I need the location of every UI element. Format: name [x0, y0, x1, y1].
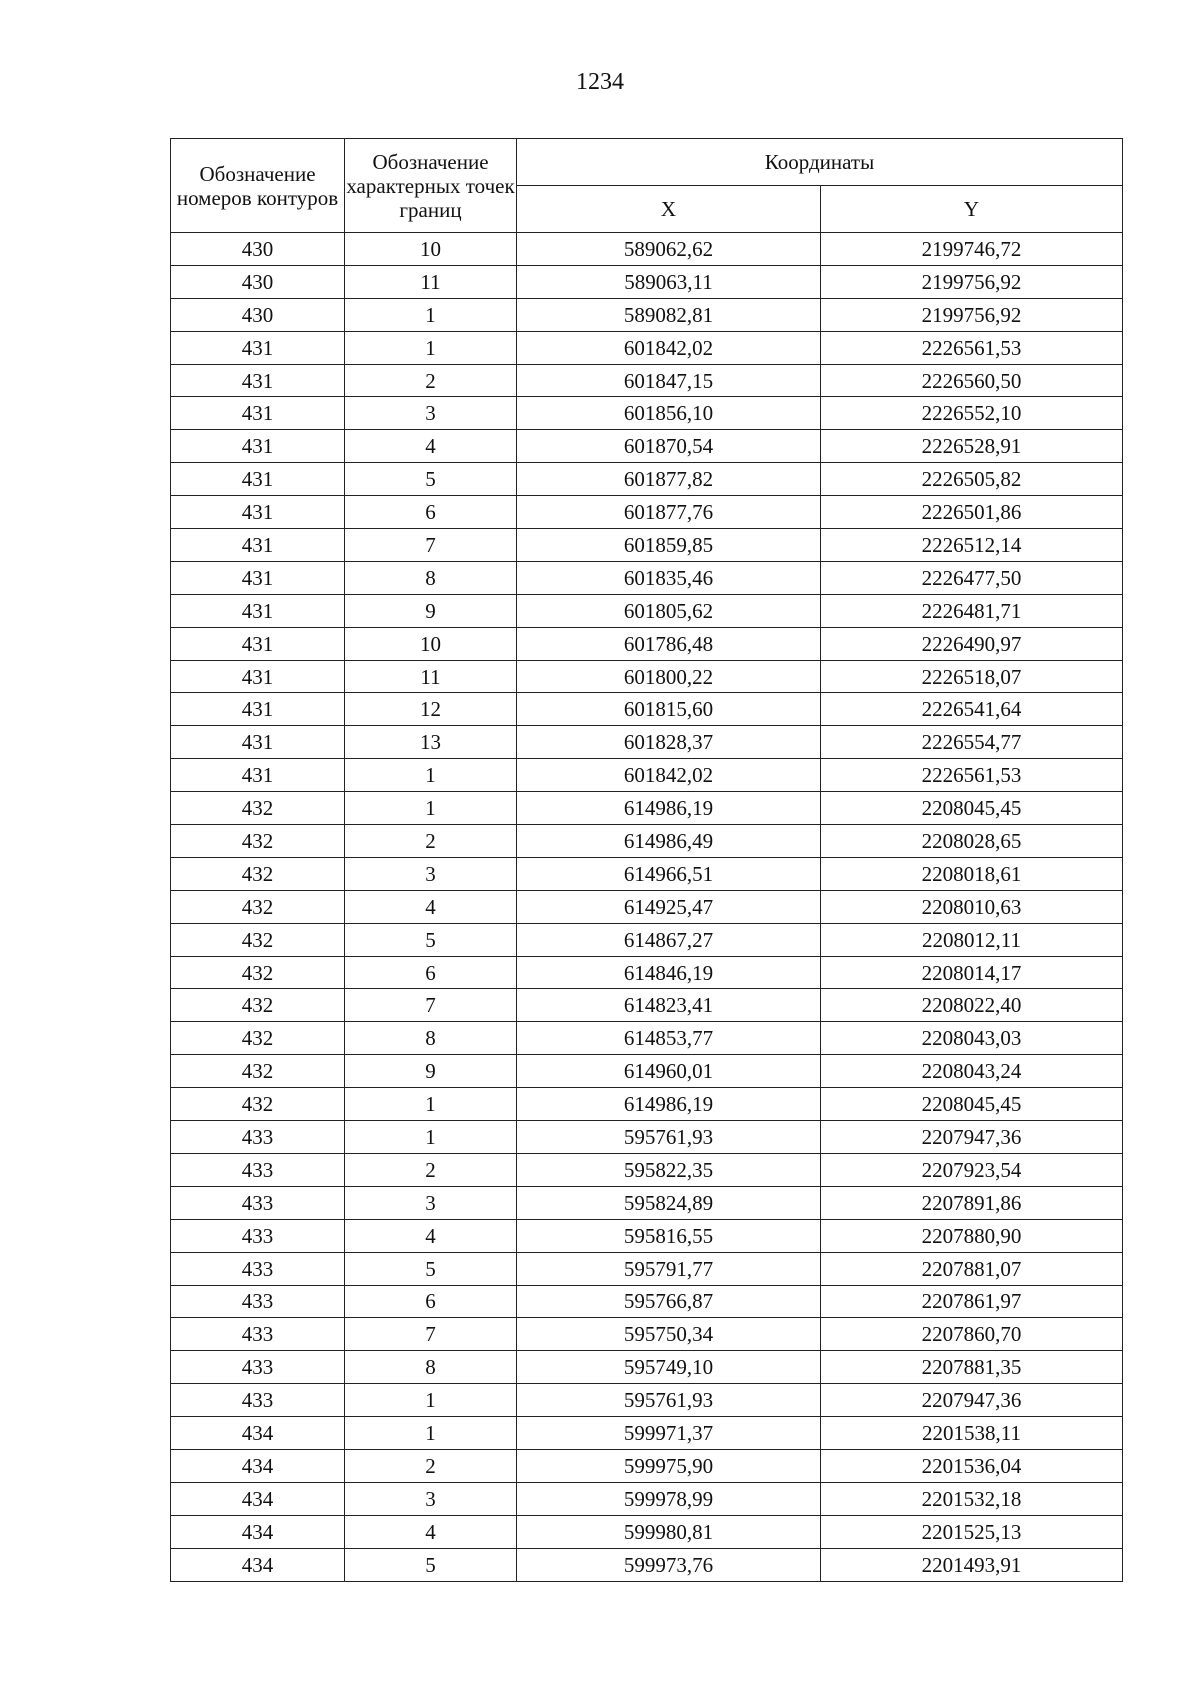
x-coordinate-cell: 601870,54 — [517, 430, 821, 463]
x-coordinate-cell: 599975,90 — [517, 1449, 821, 1482]
y-coordinate-cell: 2226512,14 — [821, 529, 1123, 562]
point-number-cell: 10 — [345, 627, 517, 660]
point-number-cell: 1 — [345, 1384, 517, 1417]
x-coordinate-cell: 614823,41 — [517, 989, 821, 1022]
contour-number-cell: 431 — [171, 331, 345, 364]
x-coordinate-cell: 601800,22 — [517, 660, 821, 693]
y-coordinate-cell: 2201538,11 — [821, 1417, 1123, 1450]
contour-number-cell: 432 — [171, 890, 345, 923]
x-coordinate-cell: 601842,02 — [517, 331, 821, 364]
contour-number-cell: 431 — [171, 693, 345, 726]
x-coordinate-cell: 614966,51 — [517, 857, 821, 890]
contour-number-cell: 434 — [171, 1548, 345, 1581]
x-coordinate-cell: 599980,81 — [517, 1515, 821, 1548]
point-number-cell: 4 — [345, 1515, 517, 1548]
table-row — [171, 1548, 1123, 1581]
x-coordinate-cell: 601815,60 — [517, 693, 821, 726]
x-coordinate-cell: 601877,76 — [517, 496, 821, 529]
contour-number-cell: 431 — [171, 463, 345, 496]
contour-number-cell: 433 — [171, 1252, 345, 1285]
header-coordinates: Координаты — [517, 139, 1123, 186]
contour-number-cell: 433 — [171, 1121, 345, 1154]
point-number-cell: 4 — [345, 1219, 517, 1252]
table-row — [171, 331, 1123, 364]
point-number-cell: 4 — [345, 890, 517, 923]
y-coordinate-cell: 2208043,24 — [821, 1055, 1123, 1088]
table-row — [171, 1219, 1123, 1252]
table-row — [171, 956, 1123, 989]
table-row — [171, 989, 1123, 1022]
x-coordinate-cell: 595824,89 — [517, 1186, 821, 1219]
table-row — [171, 759, 1123, 792]
point-number-cell: 8 — [345, 1022, 517, 1055]
y-coordinate-cell: 2207860,70 — [821, 1318, 1123, 1351]
contour-number-cell: 433 — [171, 1384, 345, 1417]
table-row — [171, 1153, 1123, 1186]
table-row — [171, 1515, 1123, 1548]
y-coordinate-cell: 2207861,97 — [821, 1285, 1123, 1318]
table-row — [171, 923, 1123, 956]
point-number-cell: 7 — [345, 1318, 517, 1351]
point-number-cell: 10 — [345, 233, 517, 266]
point-number-cell: 6 — [345, 1285, 517, 1318]
y-coordinate-cell: 2208043,03 — [821, 1022, 1123, 1055]
table-row — [171, 660, 1123, 693]
x-coordinate-cell: 599971,37 — [517, 1417, 821, 1450]
point-number-cell: 8 — [345, 1351, 517, 1384]
table-row — [171, 463, 1123, 496]
table-row — [171, 265, 1123, 298]
table-row — [171, 890, 1123, 923]
contour-number-cell: 431 — [171, 759, 345, 792]
y-coordinate-cell: 2226528,91 — [821, 430, 1123, 463]
x-coordinate-cell: 601842,02 — [517, 759, 821, 792]
contour-number-cell: 431 — [171, 430, 345, 463]
x-coordinate-cell: 614846,19 — [517, 956, 821, 989]
y-coordinate-cell: 2207947,36 — [821, 1121, 1123, 1154]
page-number: 1234 — [576, 69, 624, 95]
y-coordinate-cell: 2226481,71 — [821, 594, 1123, 627]
contour-number-cell: 431 — [171, 397, 345, 430]
x-coordinate-cell: 614925,47 — [517, 890, 821, 923]
contour-number-cell: 431 — [171, 496, 345, 529]
point-number-cell: 9 — [345, 594, 517, 627]
y-coordinate-cell: 2226560,50 — [821, 364, 1123, 397]
x-coordinate-cell: 601786,48 — [517, 627, 821, 660]
point-number-cell: 6 — [345, 956, 517, 989]
x-coordinate-cell: 595766,87 — [517, 1285, 821, 1318]
contour-number-cell: 432 — [171, 825, 345, 858]
contour-number-cell: 431 — [171, 726, 345, 759]
x-coordinate-cell: 614867,27 — [517, 923, 821, 956]
point-number-cell: 2 — [345, 1153, 517, 1186]
contour-number-cell: 433 — [171, 1153, 345, 1186]
point-number-cell: 11 — [345, 265, 517, 298]
contour-number-cell: 434 — [171, 1515, 345, 1548]
contour-number-cell: 430 — [171, 298, 345, 331]
table-row — [171, 397, 1123, 430]
y-coordinate-cell: 2226541,64 — [821, 693, 1123, 726]
y-coordinate-cell: 2208022,40 — [821, 989, 1123, 1022]
contour-number-cell: 432 — [171, 792, 345, 825]
x-coordinate-cell: 595791,77 — [517, 1252, 821, 1285]
x-coordinate-cell: 589063,11 — [517, 265, 821, 298]
point-number-cell: 1 — [345, 298, 517, 331]
point-number-cell: 3 — [345, 857, 517, 890]
contour-number-cell: 432 — [171, 857, 345, 890]
point-number-cell: 11 — [345, 660, 517, 693]
point-number-cell: 9 — [345, 1055, 517, 1088]
table-row — [171, 1449, 1123, 1482]
point-number-cell: 12 — [345, 693, 517, 726]
x-coordinate-cell: 589082,81 — [517, 298, 821, 331]
x-coordinate-cell: 614960,01 — [517, 1055, 821, 1088]
point-number-cell: 3 — [345, 1482, 517, 1515]
y-coordinate-cell: 2226554,77 — [821, 726, 1123, 759]
contour-number-cell: 432 — [171, 956, 345, 989]
y-coordinate-cell: 2226518,07 — [821, 660, 1123, 693]
table-row — [171, 1417, 1123, 1450]
point-number-cell: 2 — [345, 364, 517, 397]
contour-number-cell: 432 — [171, 989, 345, 1022]
x-coordinate-cell: 595822,35 — [517, 1153, 821, 1186]
y-coordinate-cell: 2207947,36 — [821, 1384, 1123, 1417]
point-number-cell: 5 — [345, 1252, 517, 1285]
x-coordinate-cell: 601828,37 — [517, 726, 821, 759]
point-number-cell: 8 — [345, 561, 517, 594]
table-row — [171, 1186, 1123, 1219]
table-row — [171, 1252, 1123, 1285]
y-coordinate-cell: 2201532,18 — [821, 1482, 1123, 1515]
contour-number-cell: 433 — [171, 1186, 345, 1219]
table-row — [171, 233, 1123, 266]
point-number-cell: 2 — [345, 825, 517, 858]
x-coordinate-cell: 601877,82 — [517, 463, 821, 496]
y-coordinate-cell: 2226477,50 — [821, 561, 1123, 594]
x-coordinate-cell: 595761,93 — [517, 1384, 821, 1417]
x-coordinate-cell: 614986,19 — [517, 792, 821, 825]
contour-number-cell: 433 — [171, 1285, 345, 1318]
x-coordinate-cell: 614853,77 — [517, 1022, 821, 1055]
y-coordinate-cell: 2199746,72 — [821, 233, 1123, 266]
y-coordinate-cell: 2207881,07 — [821, 1252, 1123, 1285]
contour-number-cell: 431 — [171, 561, 345, 594]
x-coordinate-cell: 599973,76 — [517, 1548, 821, 1581]
table-header — [171, 139, 1123, 233]
contour-number-cell: 431 — [171, 364, 345, 397]
y-coordinate-cell: 2201493,91 — [821, 1548, 1123, 1581]
table-row — [171, 1121, 1123, 1154]
table-row — [171, 1384, 1123, 1417]
x-coordinate-cell: 601859,85 — [517, 529, 821, 562]
table-row — [171, 496, 1123, 529]
y-coordinate-cell: 2226552,10 — [821, 397, 1123, 430]
contour-number-cell: 433 — [171, 1351, 345, 1384]
table-row — [171, 1482, 1123, 1515]
table-row — [171, 561, 1123, 594]
point-number-cell: 1 — [345, 1088, 517, 1121]
point-number-cell: 5 — [345, 923, 517, 956]
contour-number-cell: 433 — [171, 1318, 345, 1351]
point-number-cell: 5 — [345, 463, 517, 496]
table-body — [171, 233, 1123, 1582]
x-coordinate-cell: 595750,34 — [517, 1318, 821, 1351]
x-coordinate-cell: 595749,10 — [517, 1351, 821, 1384]
contour-number-cell: 430 — [171, 233, 345, 266]
y-coordinate-cell: 2226490,97 — [821, 627, 1123, 660]
y-coordinate-cell: 2208018,61 — [821, 857, 1123, 890]
y-coordinate-cell: 2226505,82 — [821, 463, 1123, 496]
contour-number-cell: 431 — [171, 529, 345, 562]
x-coordinate-cell: 601856,10 — [517, 397, 821, 430]
table-row — [171, 1318, 1123, 1351]
table-row — [171, 726, 1123, 759]
point-number-cell: 2 — [345, 1449, 517, 1482]
x-coordinate-cell: 595761,93 — [517, 1121, 821, 1154]
contour-number-cell: 433 — [171, 1219, 345, 1252]
point-number-cell: 13 — [345, 726, 517, 759]
y-coordinate-cell: 2199756,92 — [821, 298, 1123, 331]
y-coordinate-cell: 2201536,04 — [821, 1449, 1123, 1482]
header-boundary-points: Обозначение характерных точек границ — [345, 139, 517, 233]
point-number-cell: 3 — [345, 397, 517, 430]
table-row — [171, 298, 1123, 331]
x-coordinate-cell: 601835,46 — [517, 561, 821, 594]
coordinates-table — [170, 138, 1123, 1582]
point-number-cell: 5 — [345, 1548, 517, 1581]
y-coordinate-cell: 2208012,11 — [821, 923, 1123, 956]
contour-number-cell: 432 — [171, 1022, 345, 1055]
y-coordinate-cell: 2207891,86 — [821, 1186, 1123, 1219]
y-coordinate-cell: 2208045,45 — [821, 1088, 1123, 1121]
x-coordinate-cell: 601805,62 — [517, 594, 821, 627]
x-coordinate-cell: 595816,55 — [517, 1219, 821, 1252]
x-coordinate-cell: 614986,49 — [517, 825, 821, 858]
point-number-cell: 7 — [345, 989, 517, 1022]
y-coordinate-cell: 2207880,90 — [821, 1219, 1123, 1252]
point-number-cell: 6 — [345, 496, 517, 529]
table-row — [171, 1055, 1123, 1088]
header-contour-numbers: Обозначение номеров контуров — [171, 139, 345, 233]
y-coordinate-cell: 2207881,35 — [821, 1351, 1123, 1384]
y-coordinate-cell: 2208014,17 — [821, 956, 1123, 989]
contour-number-cell: 430 — [171, 265, 345, 298]
y-coordinate-cell: 2226561,53 — [821, 759, 1123, 792]
header-y: Y — [821, 186, 1123, 233]
contour-number-cell: 432 — [171, 923, 345, 956]
table-row — [171, 857, 1123, 890]
table-row — [171, 594, 1123, 627]
table-row — [171, 529, 1123, 562]
point-number-cell: 1 — [345, 331, 517, 364]
contour-number-cell: 434 — [171, 1449, 345, 1482]
y-coordinate-cell: 2208045,45 — [821, 792, 1123, 825]
table-row — [171, 430, 1123, 463]
point-number-cell: 4 — [345, 430, 517, 463]
contour-number-cell: 432 — [171, 1088, 345, 1121]
y-coordinate-cell: 2208028,65 — [821, 825, 1123, 858]
x-coordinate-cell: 614986,19 — [517, 1088, 821, 1121]
point-number-cell: 1 — [345, 1417, 517, 1450]
y-coordinate-cell: 2226561,53 — [821, 331, 1123, 364]
table-row — [171, 693, 1123, 726]
table-row — [171, 1285, 1123, 1318]
point-number-cell: 3 — [345, 1186, 517, 1219]
table-row — [171, 627, 1123, 660]
point-number-cell: 1 — [345, 1121, 517, 1154]
y-coordinate-cell: 2226501,86 — [821, 496, 1123, 529]
point-number-cell: 1 — [345, 792, 517, 825]
y-coordinate-cell: 2201525,13 — [821, 1515, 1123, 1548]
y-coordinate-cell: 2208010,63 — [821, 890, 1123, 923]
table-row — [171, 825, 1123, 858]
contour-number-cell: 431 — [171, 660, 345, 693]
y-coordinate-cell: 2207923,54 — [821, 1153, 1123, 1186]
table-row — [171, 364, 1123, 397]
y-coordinate-cell: 2199756,92 — [821, 265, 1123, 298]
contour-number-cell: 434 — [171, 1482, 345, 1515]
table-row — [171, 1022, 1123, 1055]
point-number-cell: 7 — [345, 529, 517, 562]
point-number-cell: 1 — [345, 759, 517, 792]
x-coordinate-cell: 601847,15 — [517, 364, 821, 397]
contour-number-cell: 431 — [171, 594, 345, 627]
x-coordinate-cell: 599978,99 — [517, 1482, 821, 1515]
contour-number-cell: 432 — [171, 1055, 345, 1088]
contour-number-cell: 431 — [171, 627, 345, 660]
table-row — [171, 1088, 1123, 1121]
header-x: X — [517, 186, 821, 233]
contour-number-cell: 434 — [171, 1417, 345, 1450]
table-row — [171, 792, 1123, 825]
table-row — [171, 1351, 1123, 1384]
x-coordinate-cell: 589062,62 — [517, 233, 821, 266]
